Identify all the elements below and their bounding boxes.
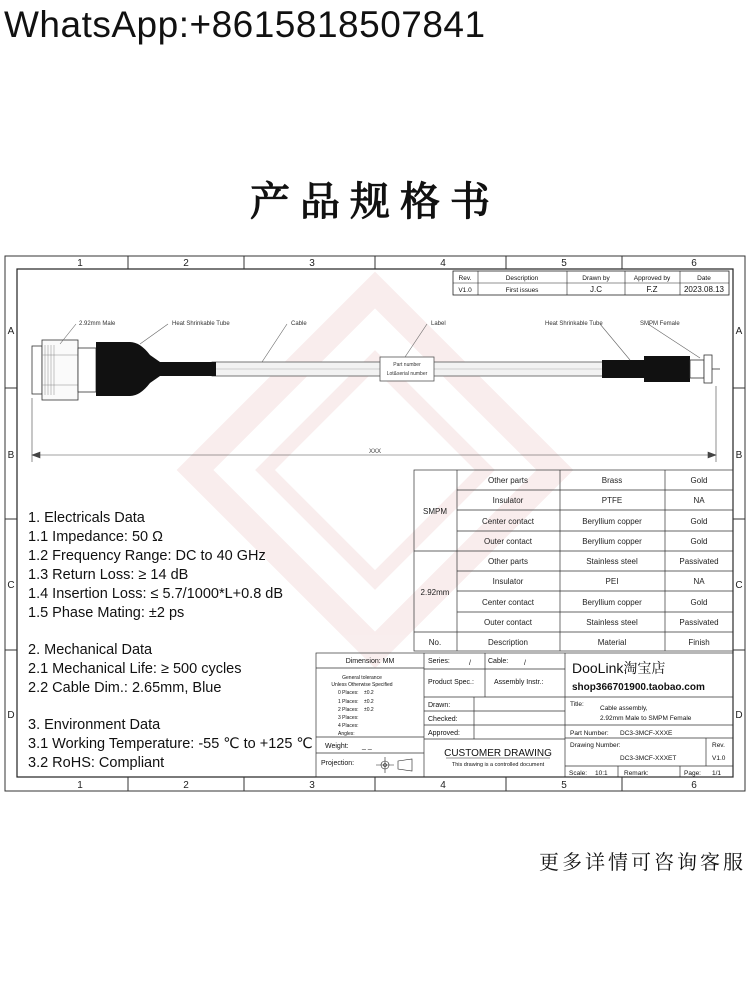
rev-value: V1.0 [458, 287, 472, 294]
spec-heading-environment: 3. Environment Data [28, 717, 161, 733]
col-label: 4 [440, 780, 446, 791]
tol-value: ±0.2 [364, 690, 374, 696]
label-label: Label [431, 321, 446, 327]
heat-shrink-left [96, 342, 216, 396]
lot-serial-text: Lot&serial number [386, 371, 428, 377]
drawing-number-value: DC3-3MCF-XXXET [620, 755, 677, 762]
controlled-doc: This drawing is a controlled document [451, 762, 545, 768]
mt-cell: Stainless steel [586, 557, 638, 566]
row-label: C [735, 580, 743, 591]
page-label: Page: [684, 770, 701, 777]
label-292-male: 2.92mm Male [79, 321, 116, 327]
rev-header: Rev. [458, 275, 472, 282]
heat-shrink-right [602, 360, 648, 378]
label-heat-shrink-right: Heat Shrinkable Tube [545, 321, 603, 327]
rev-label: Rev. [712, 742, 725, 749]
row-label: B [735, 450, 743, 461]
product-spec-label: Product Spec.: [428, 679, 474, 686]
mt-cell: Gold [690, 476, 708, 485]
tolerance-title: General tolerance [342, 675, 382, 681]
mt-footer: Finish [688, 638, 710, 647]
col-label: 6 [691, 258, 697, 269]
tol-value: ±0.2 [364, 707, 374, 713]
label-cable: Cable [291, 321, 307, 327]
mt-cell: Beryllium copper [582, 598, 642, 607]
mt-cell: NA [693, 577, 705, 586]
drawn-by-value: J.C [590, 285, 602, 294]
title-line-1: Cable assembly, [600, 705, 648, 712]
row-label: C [7, 580, 15, 591]
spec-heading-mechanical: 2. Mechanical Data [28, 642, 153, 658]
footer-contact-note: 更多详情可咨询客服 [539, 850, 746, 874]
cable-value: / [524, 660, 526, 667]
scale-value: 10:1 [595, 770, 608, 777]
projection-label: Projection: [321, 760, 355, 767]
tol-label: Angles: [338, 731, 355, 737]
label-heat-shrink-left: Heat Shrinkable Tube [172, 321, 230, 327]
mt-cell: Passivated [679, 618, 719, 627]
mt-cell: Insulator [492, 577, 524, 586]
mt-cell: Other parts [487, 557, 529, 566]
revision-table [453, 271, 729, 295]
mt-cell: Stainless steel [586, 618, 638, 627]
mt-cell: Center contact [481, 598, 535, 607]
page-title: 产品规格书 [250, 179, 500, 225]
spec-item: 1.5 Phase Mating: ±2 ps [28, 605, 185, 621]
approved-by-value: F.Z [646, 285, 658, 294]
tol-label: 4 Places: [338, 723, 359, 729]
tol-value: ±0.2 [364, 699, 374, 705]
col-label: 2 [183, 258, 189, 269]
approved-by-header: Approved by [633, 275, 671, 282]
col-label: 2 [183, 780, 189, 791]
whatsapp-watermark: WhatsApp:+8615818507841 [4, 4, 486, 45]
row-label: D [735, 710, 743, 721]
weight-label: Weight: [325, 743, 349, 750]
mt-cell: Outer contact [483, 537, 533, 546]
smpm-female-connector [690, 355, 720, 383]
page-value: 1/1 [712, 770, 722, 777]
shop-url: shop366701900.taobao.com [572, 682, 705, 693]
mt-cell: Beryllium copper [582, 537, 642, 546]
customer-drawing: CUSTOMER DRAWING [444, 748, 552, 759]
tol-label: 1 Places: [338, 699, 359, 705]
label-smpm-female: SMPM Female [640, 321, 680, 327]
title-label: Title: [570, 701, 584, 708]
drawn-label: Drawn: [428, 702, 451, 709]
group-292: 2.92mm [420, 588, 450, 597]
spec-item: 1.4 Insertion Loss: ≤ 5.7/1000*L+0.8 dB [28, 586, 284, 602]
series-label: Series: [428, 658, 450, 665]
date-value: 2023.08.13 [683, 285, 725, 294]
col-label: 1 [77, 780, 83, 791]
mt-cell: PEI [605, 577, 619, 586]
col-label: 5 [561, 780, 567, 791]
row-label: A [7, 326, 15, 337]
tol-label: 3 Places: [338, 715, 359, 721]
mt-footer: No. [428, 638, 442, 647]
length-value: XXX [368, 449, 382, 455]
spec-item: 3.2 RoHS: Compliant [28, 755, 165, 771]
col-label: 4 [440, 258, 446, 269]
mt-footer: Material [597, 638, 627, 647]
connector-292-male [32, 340, 96, 400]
row-label: B [7, 450, 15, 461]
projection-symbol-icon [376, 757, 412, 773]
tolerance-sub: Unless Otherwise Specified [331, 682, 393, 688]
brand-name: DooLink淘宝店 [572, 660, 666, 676]
spec-item: 1.1 Impedance: 50 Ω [28, 529, 163, 545]
part-number-label: Part Number: [570, 730, 609, 737]
spec-item: 1.2 Frequency Range: DC to 40 GHz [28, 548, 266, 564]
mt-cell: Beryllium copper [582, 517, 642, 526]
approved-label: Approved: [428, 730, 460, 737]
tol-label: 2 Places: [338, 707, 359, 713]
description-value: First issues [505, 287, 539, 294]
mt-cell: Gold [690, 537, 708, 546]
mt-footer: Description [487, 638, 529, 647]
part-number-value: DC3-3MCF-XXXE [620, 730, 673, 737]
title-line-2: 2.92mm Male to SMPM Female [600, 715, 692, 722]
row-label: A [735, 326, 743, 337]
col-label: 3 [309, 780, 315, 791]
mt-cell: Brass [601, 476, 623, 485]
mt-cell: Outer contact [483, 618, 533, 627]
mt-cell: Gold [690, 598, 708, 607]
col-label: 5 [561, 258, 567, 269]
group-smpm: SMPM [423, 507, 447, 516]
checked-label: Checked: [428, 716, 458, 723]
series-value: / [469, 660, 471, 667]
mt-cell: Insulator [492, 496, 524, 505]
remark-label: Remark: [624, 770, 649, 777]
spec-item: 2.2 Cable Dim.: 2.65mm, Blue [28, 680, 222, 696]
mt-cell: NA [693, 496, 705, 505]
drawing-number-label: Drawing Number: [570, 742, 621, 749]
smpm-body [644, 356, 690, 382]
assembly-label: Assembly Instr.: [494, 679, 544, 686]
mt-cell: Passivated [679, 557, 719, 566]
rev-value: V1.0 [712, 755, 726, 762]
cable-drawing [32, 321, 720, 462]
drawn-by-header: Drawn by [582, 275, 610, 282]
mt-cell: PTFE [601, 496, 623, 505]
mt-cell: Center contact [481, 517, 535, 526]
weight-value: _ _ [362, 743, 372, 750]
spec-heading-electrical: 1. Electricals Data [28, 510, 145, 526]
label-sleeve [380, 357, 434, 381]
spec-item: 1.3 Return Loss: ≥ 14 dB [28, 567, 189, 583]
col-label: 1 [77, 258, 83, 269]
title-block-text [321, 658, 726, 777]
spec-item: 3.1 Working Temperature: -55 ℃ to +125 ℃ [28, 736, 313, 752]
mt-cell: Other parts [487, 476, 529, 485]
spec-item: 2.1 Mechanical Life: ≥ 500 cycles [28, 661, 242, 677]
tol-label: 0 Places: [338, 690, 359, 696]
row-label: D [7, 710, 15, 721]
dimension-text: Dimension: MM [345, 658, 395, 665]
part-number-text: Part number [393, 362, 421, 368]
date-header: Date [697, 275, 711, 282]
description-header: Description [505, 275, 539, 282]
mt-cell: Gold [690, 517, 708, 526]
cable-label: Cable: [488, 658, 509, 665]
scale-label: Scale: [569, 770, 588, 777]
col-label: 6 [691, 780, 697, 791]
col-label: 3 [309, 258, 315, 269]
